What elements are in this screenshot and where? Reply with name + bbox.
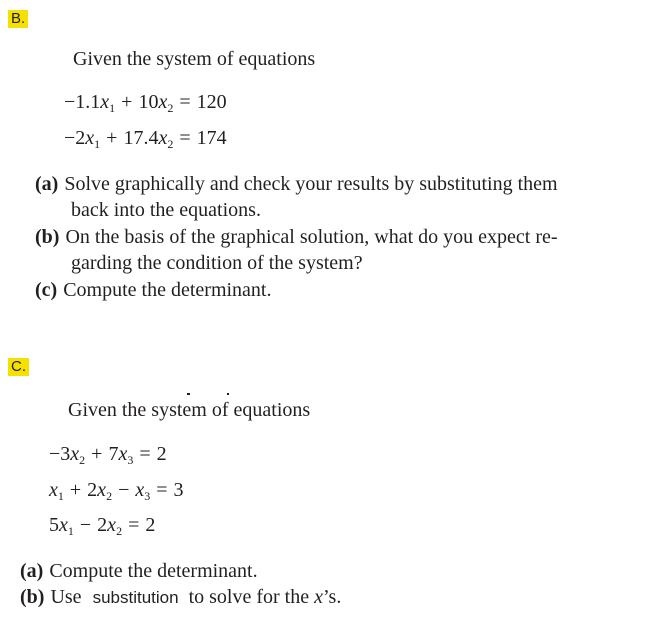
- section-b-item-c: (c) Compute the determinant.: [35, 279, 272, 301]
- section-b-equation-1: $-1.1x_1 + 10x_2 = 120$: [64, 91, 227, 115]
- section-b-item-b: (b) On the basis of the graphical solution, what do you expect re- garding the condition of the system?: [35, 226, 558, 274]
- substitution-word: substitution: [92, 588, 179, 607]
- section-c-label: C.: [8, 358, 29, 376]
- scan-artifact-mark: [187, 393, 190, 395]
- section-c-item-b: (b) Use substitution to solve for the x’s.: [20, 586, 342, 608]
- section-c-item-a: (a) Compute the determinant.: [20, 560, 258, 582]
- section-b-item-a: (a) Solve graphically and check your results by substituting them back into the equations.: [35, 173, 558, 221]
- section-b-label: B.: [8, 10, 28, 28]
- scan-artifact-mark: [227, 393, 229, 395]
- section-c-equation-2: $x_1 + 2x_2 - x_3 = 3$: [49, 479, 184, 503]
- section-c-equation-1: $-3x_2 + 7x_3 = 2$: [49, 443, 167, 467]
- section-c-intro: Given the system of equations: [68, 399, 311, 421]
- section-c-equation-3: $5x_1 - 2x_2 = 2$: [49, 514, 156, 538]
- section-b-intro: Given the system of equations: [73, 48, 316, 70]
- section-b-equation-2: $-2x_1 + 17.4x_2 = 174$: [64, 127, 227, 151]
